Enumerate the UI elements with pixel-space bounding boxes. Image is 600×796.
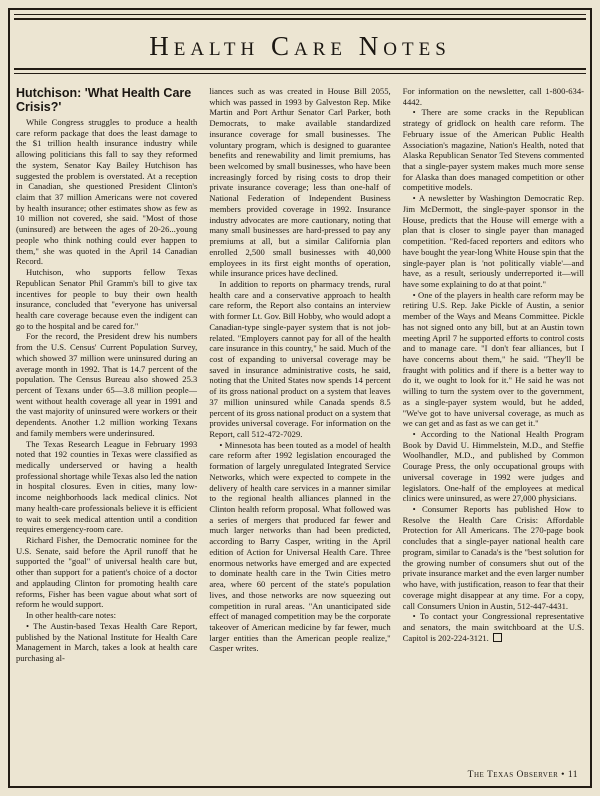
paragraph: • To contact your Congressional representative and senators, the main switchboard at the U.S. Capitol is 202-224-3121. (402, 611, 584, 643)
paragraph: In other health-care notes: (26, 610, 116, 621)
article-column-3 (403, 86, 584, 754)
end-of-article-mark (493, 633, 502, 642)
paragraph: Hutchison, who supports fellow Texas Republican Senator Phil Gramm's bill to give tax incentives for people to buy their own health insurance, concluded that "everyone has universal health care coverage because even the indigent can go to the hospital and be cared for." (16, 267, 198, 331)
paragraph: • Consumer Reports has published How to Resolve the Health Care Crisis: Affordable Protection for All Americans. The 270-page book concludes that a single-payer national health care program, similar to Canada's is the "best solution for the growing number of consumers shut out of the private insurance market and the even larger number who have, with justification, reason to fear that their coverage might disappear at any time. For a copy, call Consumers Union in Austin, 512-447-4431. (402, 504, 584, 611)
paragraph: For the record, the President drew his numbers from the U.S. Census' Current Population Survey, which showed 37 million were uninsured during an average month in 1992. That is 14.7 percent of the population. The Census Bureau also showed 25.3 percent of Texans under 65—3.8 million people—went without health coverage all year in 1991 and the vast majority of uninsured were workers or their dependents. Another 1.2 million working Texans and family members were underinsured. (16, 331, 198, 438)
paragraph: For information on the newsletter, call 1-800-634-4442. (402, 86, 584, 107)
paragraph: • According to the National Health Program Book by David U. Himmelstein, M.D., and Steffie Woolhandler, M.D., and published by Common Courage Press, the only occupational groups with universal coverage in 1992 were judges and legislators. One-half of the employees at medical clinics were uninsured, as were 27,000 physicians. (402, 429, 584, 504)
article-column-2 (209, 86, 390, 754)
masthead-rules (14, 18, 586, 70)
paragraph: While Congress struggles to produce a health care reform package that does the least damage to the $1 trillion health insurance industry while allowing politicians this fall to say they reformed the system, Senator Kay Bailey Hutchison has suggested the problem is overstated. At a reception in Canadian, she questioned President Clinton's claim that 37 million Americans were not covered by health insurance; other estimates show as few as 10 million not covered, she said. "Most of those (uninsured) are between the ages of 20-26...young people who think nothing could ever happen to them," she was quoted in the April 14 Canadian Record. (16, 117, 198, 267)
paragraph: • Minnesota has been touted as a model of health care reform after 1992 legislation encouraged the formation of largely unregulated Integrated Service Networks, which were expected to compete in the delivery of health care services in a manner similar to the regional health alliances planned in the Clinton health reform proposal. What followed was a series of mergers that produced far fewer and much larger networks than had been predicted, according to Barry Casper, writing in the April edition of Action for Universal Health Care. Three enormous networks have emerged and are expected to dominate health care in the Twin Cities metro area, where 60 percent of the state's population lives, and those networks are now squeezing out competition in rural areas. "An unanticipated side effect of managed competition may be the corporate takeover of American medicine by far fewer, much larger entities than the American people realize," Casper writes. (209, 439, 391, 654)
paragraph: The Texas Research League in February 1993 noted that 192 counties in Texas were classified as medically underserved or having a health professional shortage while Texas also led the nation in hospital closures. Even in cities, many low-income neighborhoods lack medical clinics. Not many health-care professionals believe it is efficient to wait to seek medical attention until a condition requires emergency-room care. (16, 438, 198, 535)
article-column-1 (16, 86, 197, 754)
paragraph: • There are some cracks in the Republican strategy of gridlock on health care reform. The February issue of the American Public Health Association's magazine, Nation's Health, noted that Alaska Republican Senator Ted Stevens commented that a single-payer system makes much more sense for Alaska than does managed competition or other competitive models. (402, 107, 584, 193)
paragraph: Richard Fisher, the Democratic nominee for the U.S. Senate, said before the April runoff that he supported the "goal" of universal health care but, other than support for a patient's choice of a doctor and applauding Clinton for promoting health care reforms, Fisher has been vague about what sort of reform he would support. (16, 535, 198, 610)
article-columns (16, 86, 584, 754)
paragraph: • One of the players in health care reform may be retiring U.S. Rep. Jake Pickle of Austin, a senior member of the Ways and Means Committee. Pickle has not signed onto any bill, but at an Austin town meeting April 7 he supported efforts to control costs and to manage care. "I don't fear alliances, but I have concerns about them," he said. "They'll be fraught with politics and if there is a better way to do it, we ought to look for it." He said he was not willing to turn the system over to the government, as a single-payer system would, but he added, "We've got to have universal coverage, as much as we can get and as fast as we can get it." (402, 289, 584, 429)
section-masthead (14, 14, 586, 74)
paragraph: liances such as was created in House Bill 2055, which was passed in 1993 by Galveston Rep. Mike Martin and Port Arthur Senator Carl Parker, both Democrats, to make available standardized insurance coverage for small businesses. The voluntary program, which is designed to guarantee benefits and renewability and limit premiums, has been welcomed by small businesses, who have been increasingly forced by rising costs to drop their private insurance coverage; less than one-half of National Federation of Independent Business members provided coverage in 1992. Insurance industry advocates are more cautionary, noting that many small businesses are hard-pressed to pay any premiums at all, but a similar California plan enrolled 2,500 small businesses with 40,000 employees in its first eight months of operation, while insurance prices have declined. (209, 86, 391, 279)
paragraph: • A newsletter by Washington Democratic Rep. Jim McDermott, the single-payer sponsor in the House, predicts that the House will emerge with a plan that is closer to single payer than managed competition. "Red-faced reporters and editors who have bought the year-long White House spin that the single-payer plan is 'not politically viable'—and have, as a result, seriously underreported it—will have some explaining to do at that point." (402, 193, 584, 289)
article-headline: Hutchison: 'What Health Care Crisis?' (16, 86, 192, 114)
section-title: Health Care Notes (149, 31, 451, 61)
paragraph: In addition to reports on pharmacy trends, rural health care and a conservative approach to health care reform, the Report also contains an interview with former Lt. Gov. Bill Hobby, who would adopt a Canadian-type single-payer system that is not job-related. "Employers cannot pay for all of the health care insurance in this country," he said. Much of the cost of expanding to universal coverage may be saved in insurance administrative costs, he said, noting that the United States now spends 14 percent of its gross national product on a system that leaves 37 million uninsured while Canada spends 8.5 percent of its gross national product on a system that provides universal coverage. For information on the Report, call 512-472-7029. (209, 278, 391, 439)
page-footer: The Texas Observer • 11 (467, 770, 578, 780)
paragraph: • The Austin-based Texas Health Care Report, published by the National Institute for Health Care Management in March, takes a look at health care purchasing al- (16, 620, 198, 663)
